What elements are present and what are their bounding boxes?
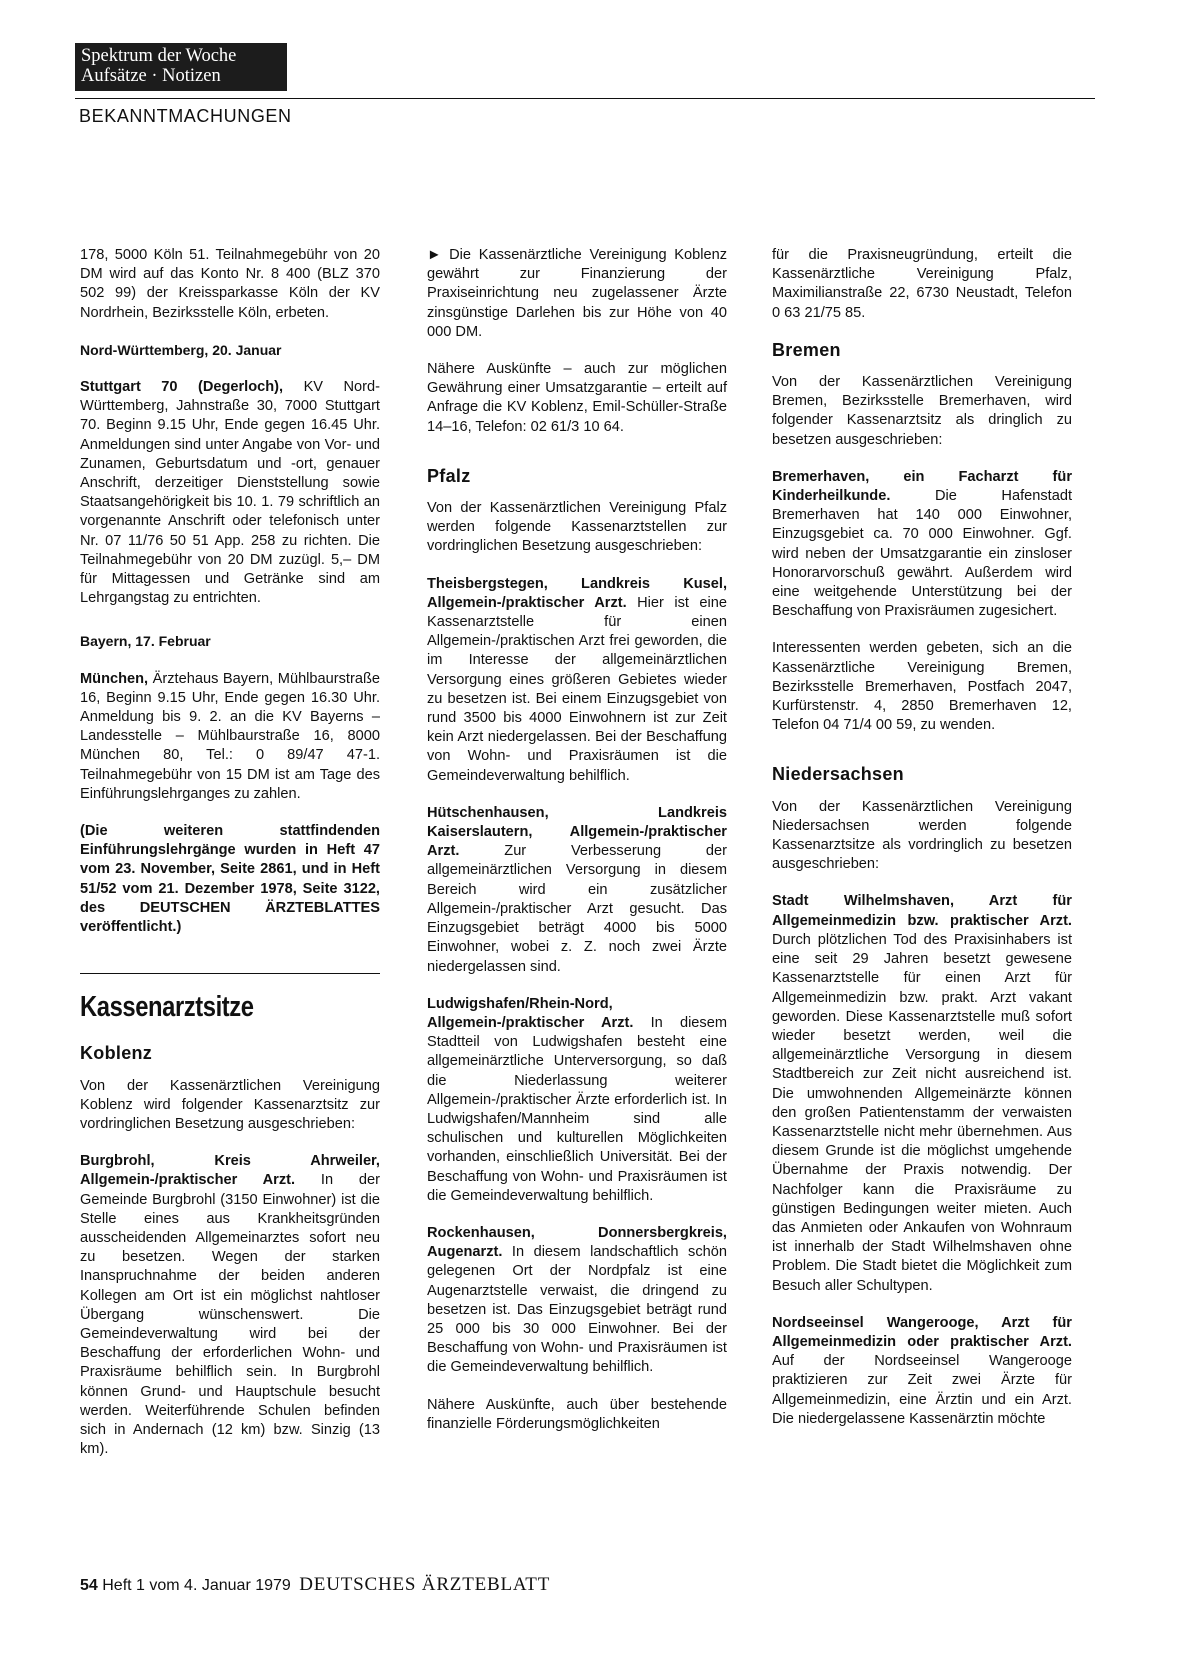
- page-number: 54: [80, 1577, 98, 1594]
- column-2: [427, 246, 727, 1452]
- place-name: Burgbrohl, Kreis Ahrweiler, Allgemein-/praktischer Arzt.: [80, 1153, 380, 1189]
- section-header-box: [75, 43, 287, 91]
- column-1: [80, 246, 380, 1477]
- header-line-1: Spektrum der Woche: [81, 46, 237, 66]
- heading-pfalz: Pfalz: [427, 465, 471, 486]
- column-3: [772, 246, 1072, 1447]
- paragraph-text: KV Nord-Württemberg, Jahnstraße 30, 7000 Stuttgart 70. Beginn 9.15 Uhr, Ende gegen 16.45 Uhr. Anmeldungen sind unter Angabe von Vor- und Zunamen, Geburtsdatum und -ort, genauer Anschrift, derzeitiger Dienststellung sowie Staatsangehörigkeit bis 10. 1. 79 schriftlich an vorgenannte Anschrift oder telefonisch unter Nr. 07 11/76 50 51 App. 258 zu richten. Die Teilnahmegebühr von 20 DM zuzügl. 5,– DM für Mittagessen und Getränke sind am Lehrgangstag zu entrichten.: [80, 379, 380, 607]
- paragraph: Nähere Auskünfte, auch über bestehende finanzielle Förderungsmöglichkeiten: [427, 1396, 727, 1432]
- section-title: Kassenarztsitze: [80, 991, 254, 1024]
- paragraph-text: Die Hafenstadt Bremerhaven hat 140 000 Einwohner, Einzugsgebiet ca. 70 000 Einwohner. Ggf. wird neben der Umsatzgarantie ein zinsloser Honorarvorschuß gewährt. Außerdem wird eine weitgehende Unterstützung bei der Beschaffung von Praxisräumen zugesichert.: [772, 488, 1072, 620]
- place-name: Bremerhaven, ein Facharzt für Kinderheilkunde.: [772, 468, 1072, 505]
- paragraph-text: In der Gemeinde Burgbrohl (3150 Einwohner) ist die Stelle eines aus Krankheitsgründen ausscheidenden Allgemeinarztes sofort neu zu besetzen. Wegen der starken Inanspruchnahme der beiden anderen Kollegen am Ort ist ein möglichst nahtloser Übergang wünschenswert. Die Gemeindeverwaltung wird bei der Beschaffung der erforderlichen Wohn- und Praxisräume behilflich sein. In Burgbrohl können Grund- und Hauptschule besucht werden. Weiterführende Schulen befinden sich in Andernach (12 km) bzw. Sinzig (13 km).: [80, 1172, 380, 1458]
- paragraph-wilhelmshaven: [772, 892, 1072, 1295]
- heading-niedersachsen: Niedersachsen: [772, 764, 904, 785]
- paragraph-text: In diesem landschaftlich schön gelegenen Ort der Nordpfalz ist eine Augenarztstelle verwaist, die dringend zu besetzen ist. Das Einzugsgebiet beträgt rund 25 000 bis 30 000 Einwohner. Bei der Beschaffung von Wohn- und Praxisräumen ist die Gemeindeverwaltung behilflich.: [427, 1244, 727, 1376]
- journal-name: DEUTSCHES ÄRZTEBLATT: [299, 1574, 551, 1595]
- paragraph: Von der Kassenärztlichen Vereinigung Pfalz werden folgende Kassenarztstellen zur vordringlichen Besetzung ausgeschrieben:: [427, 500, 727, 555]
- place-name: Theisbergstegen, Landkreis Kusel, Allgemein-/praktischer Arzt.: [427, 575, 727, 611]
- place-name: Rockenhausen, Donnersbergkreis, Augenarzt.: [427, 1224, 727, 1261]
- title-rule: [80, 973, 380, 974]
- paragraph-rockenhausen: [427, 1224, 727, 1378]
- note-text: (Die weiteren stattfindenden Einführungslehrgänge wurden in Heft 47 vom 23. November, Seite 2861, und in Heft 51/52 vom 21. Dezember 1978, Seite 3122, des DEUTSCHEN ÄRZTEBLATTES veröffentlicht.): [80, 823, 380, 936]
- paragraph: Nähere Auskünfte – auch zur möglichen Gewährung einer Umsatzgarantie – erteilt auf Anfrage die KV Koblenz, Emil-Schüller-Straße 14–16, Telefon: 02 61/3 10 64.: [427, 361, 727, 435]
- header-line-2: Aufsätze · Notizen: [81, 66, 221, 86]
- heading-koblenz: Koblenz: [80, 1043, 153, 1064]
- paragraph-wangerooge: [772, 1314, 1072, 1429]
- paragraph: Interessenten werden gebeten, sich an die Kassenärztliche Vereinigung Bremen, Bezirksstelle Bremerhaven, Postfach 2047, Kurfürstenstr. 4, 2850 Bremerhaven 12, Telefon 04 71/4 00 59, zu wenden.: [772, 640, 1072, 734]
- header-rule: [75, 98, 1095, 99]
- place-name: München,: [80, 670, 149, 687]
- heading-bremen: Bremen: [772, 339, 841, 360]
- paragraph: Von der Kassenärztlichen Vereinigung Bremen, Bezirksstelle Bremerhaven, wird folgender Kassenarztsitz als dringlich zu besetzen ausgeschrieben:: [772, 374, 1072, 448]
- note: [80, 822, 380, 937]
- paragraph-text: Durch plötzlichen Tod des Praxisinhabers ist eine seit 29 Jahren besetzt gewesene Kassenarztstelle für einen Arzt für Allgemeinmedizin bzw. prakt. Arzt vakant geworden. Diese Kassenarztstelle muß sofort wieder besetzt werden, weil die allgemeinärztliche Versorgung in diesem Stadtbereich zur Zeit nicht ausreichend ist. Die umwohnenden Allgemeinärzte können den großen Patientenstamm der verwaisten Kassenarztstelle nicht mehr übernehmen. Aus diesem Grunde ist die möglichst umgehende Übernahme der Praxis notwendig. Der Nachfolger kann die Praxisräume zu günstigen Bedingungen weiter mieten. Auch das Anmieten oder Ankaufen von Wohnraum ist innerhalb der Stadt Wilhelmshaven ohne Problem. Die Stadt bietet die Möglichkeit zum Besuch aller Schultypen.: [772, 931, 1072, 1294]
- paragraph-theisbergstegen: [427, 575, 727, 786]
- place-name: Nordseeinsel Wangerooge, Arzt für Allgemeinmedizin oder praktischer Arzt.: [772, 1314, 1072, 1350]
- place-name: Stadt Wilhelmshaven, Arzt für Allgemeinmedizin bzw. praktischer Arzt.: [772, 893, 1072, 929]
- heading-nord-wuerttemberg: Nord-Württemberg, 20. Januar: [80, 341, 282, 358]
- heading-bayern: Bayern, 17. Februar: [80, 633, 211, 650]
- paragraph-huetschenhausen: [427, 804, 727, 977]
- paragraph: 178, 5000 Köln 51. Teilnahmegebühr von 20 DM wird auf das Konto Nr. 8 400 (BLZ 370 502 99) der Kreissparkasse Köln der KV Nordrhein, Bezirksstelle Köln, erbeten.: [80, 247, 380, 321]
- section-label: BEKANNTMACHUNGEN: [79, 106, 292, 126]
- paragraph-text: Zur Verbesserung der allgemeinärztlichen Versorgung in diesem Bereich wird ein zusätzlicher Allgemein-/praktischer Arzt gesucht. Das Einzugsgebiet beträgt 4000 bis 5000 Einwohner, wobei z. Z. noch zwei Ärzte niedergelassen sind.: [427, 843, 727, 975]
- paragraph-stuttgart: [80, 378, 380, 608]
- paragraph-ludwigshafen: [427, 995, 727, 1206]
- issue-info: Heft 1 vom 4. Januar 1979: [102, 1577, 291, 1594]
- paragraph: ► Die Kassenärztliche Vereinigung Koblenz gewährt zur Finanzierung der Praxiseinrichtung neu zugelassener Ärzte zinsgünstige Darlehen bis zur Höhe von 40 000 DM.: [427, 247, 727, 340]
- place-name: Ludwigshafen/Rhein-Nord, Allgemein-/praktischer Arzt.: [427, 995, 634, 1031]
- paragraph-burgbrohl: [80, 1152, 380, 1459]
- paragraph: Von der Kassenärztlichen Vereinigung Koblenz wird folgender Kassenarztsitz zur vordringlichen Besetzung ausgeschrieben:: [80, 1077, 380, 1132]
- paragraph: für die Praxisneugründung, erteilt die Kassenärztliche Vereinigung Pfalz, Maximilianstraße 22, 6730 Neustadt, Telefon 0 63 21/75 85.: [772, 247, 1072, 321]
- place-name: Stuttgart 70 (Degerloch),: [80, 379, 284, 396]
- paragraph-text: In diesem Stadtteil von Ludwigshafen besteht eine allgemeinärztliche Unterversorgung, so daß die Niederlassung weiterer Allgemein-/praktischer Ärzte erforderlich ist. In Ludwigshafen/Mannheim sind alle schulischen und kulturellen Möglichkeiten vorhanden, einschließlich Universität. Bei der Beschaffung von Wohn- und Praxisräumen ist die Gemeindeverwaltung behilflich.: [427, 1014, 727, 1204]
- paragraph-bremerhaven: [772, 468, 1072, 622]
- place-name: Hütschenhausen, Landkreis Kaiserslautern, Allgemein-/praktischer Arzt.: [427, 804, 727, 860]
- paragraph: Von der Kassenärztlichen Vereinigung Niedersachsen werden folgende Kassenarztsitze als vordringlich zu besetzen ausgeschrieben:: [772, 798, 1072, 873]
- paragraph-text: Auf der Nordseeinsel Wangerooge praktizieren zur Zeit zwei Ärzte für Allgemeinmedizin, eine Ärztin und ein Arzt. Die niedergelassene Kassenärztin möchte: [772, 1353, 1072, 1427]
- paragraph-text: Hier ist eine Kassenarztstelle für einen Allgemein-/praktischen Arzt frei geworden, die im Interesse der allgemeinärztlichen Versorgung eines größeren Gebietes wieder zu besetzen ist. Bei einem Einzugsgebiet von rund 3500 bis 4000 Einwohnern ist zur Zeit kein Arzt niedergelassen. Bei der Beschaffung von Wohn- und Praxisräumen ist die Gemeindeverwaltung behilflich.: [427, 594, 727, 784]
- paragraph-muenchen: [80, 670, 380, 804]
- page-footer: [80, 1574, 550, 1596]
- paragraph-text: Ärztehaus Bayern, Mühlbaurstraße 16, Beginn 9.15 Uhr, Ende gegen 16.30 Uhr. Anmeldung bis 9. 2. an die KV Bayerns – Landesstelle – Mühlbaurstraße 16, 8000 München 80, Tel.: 0 89/47 47-1. Teilnahmegebühr von 15 DM ist am Tage des Einführungslehrganges zu zahlen.: [80, 670, 380, 802]
